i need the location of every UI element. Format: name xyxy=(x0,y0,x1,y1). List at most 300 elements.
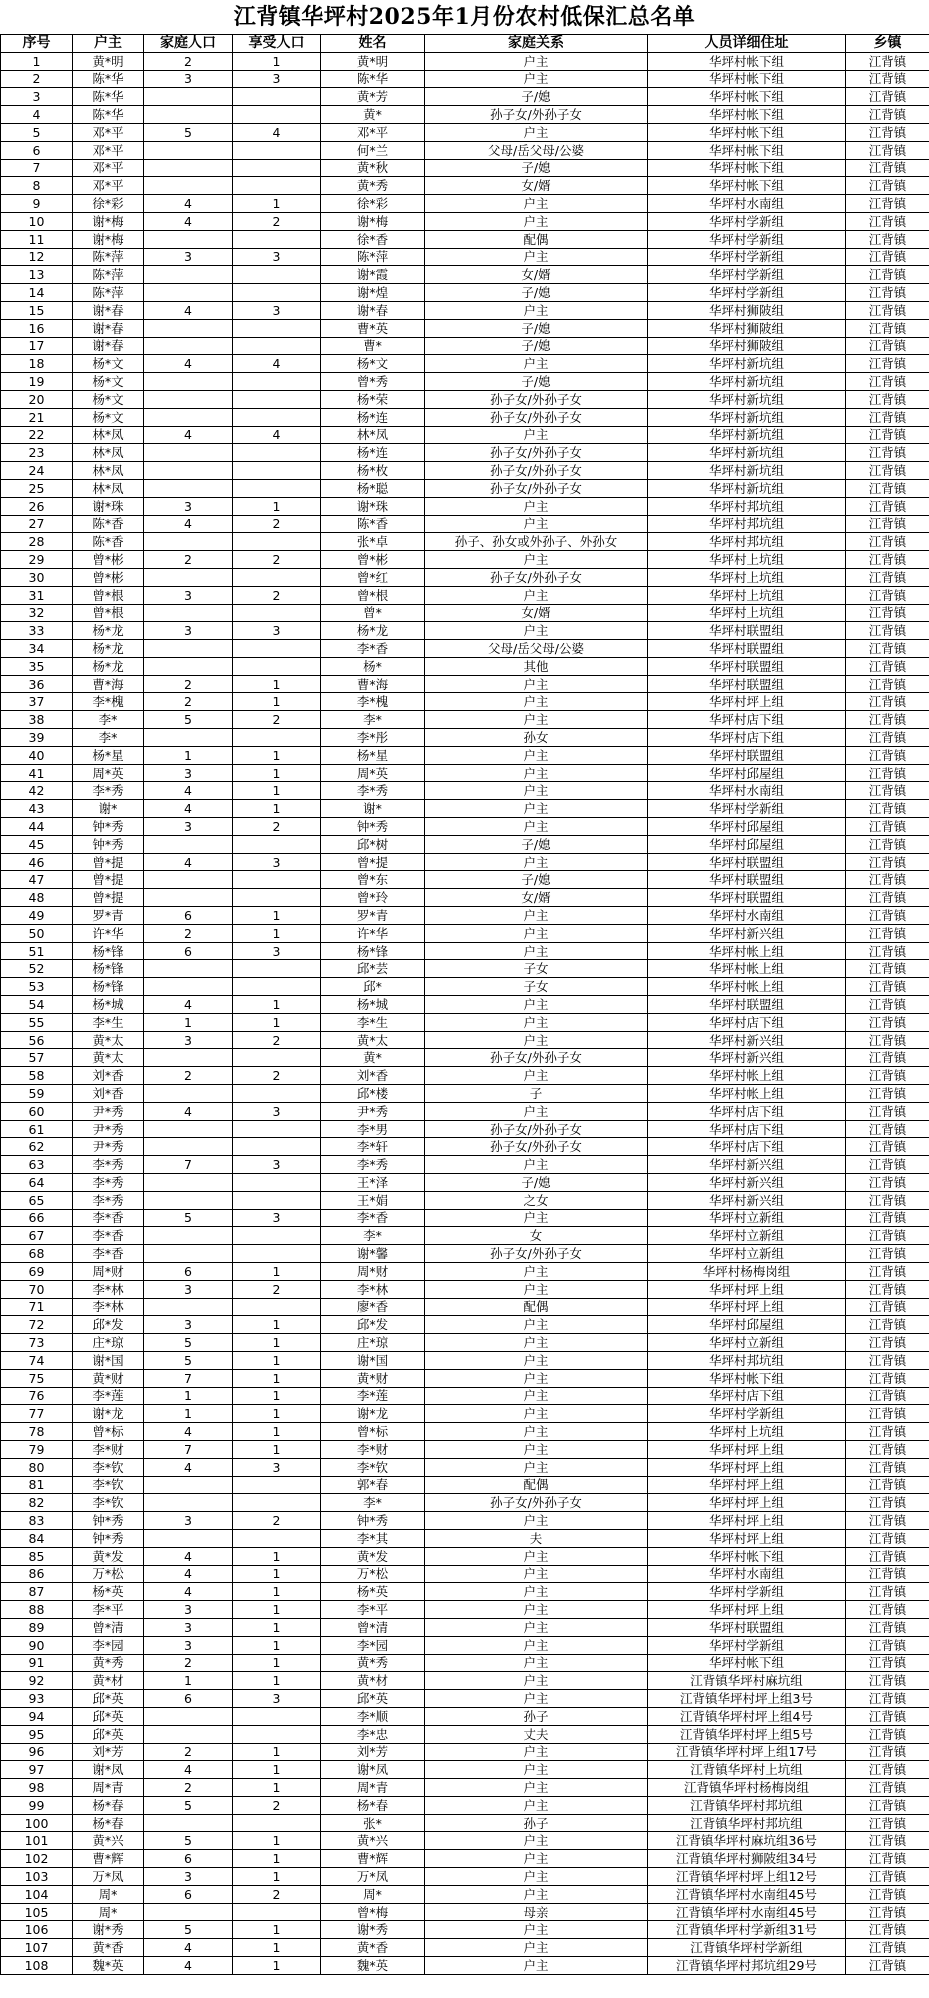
cell-name: 周*财 xyxy=(321,1262,425,1280)
cell-relation: 户主 xyxy=(425,782,648,800)
cell-family-size xyxy=(144,1191,233,1209)
table-row xyxy=(1,640,929,658)
cell-family-size xyxy=(144,1903,233,1921)
cell-beneficiaries: 1 xyxy=(233,800,321,818)
cell-family-size: 6 xyxy=(144,1850,233,1868)
cell-family-size: 3 xyxy=(144,248,233,266)
cell-name: 谢*秀 xyxy=(321,1921,425,1939)
cell-relation: 子/媳 xyxy=(425,337,648,355)
cell-beneficiaries: 1 xyxy=(233,996,321,1014)
cell-family-size: 1 xyxy=(144,746,233,764)
table-row xyxy=(1,1814,929,1832)
table-row xyxy=(1,693,929,711)
table-row xyxy=(1,711,929,729)
cell-beneficiaries xyxy=(233,408,321,426)
cell-relation: 子/媳 xyxy=(425,284,648,302)
cell-name: 杨*枚 xyxy=(321,462,425,480)
cell-township: 江背镇 xyxy=(846,1156,929,1174)
cell-index: 42 xyxy=(1,782,73,800)
cell-index: 38 xyxy=(1,711,73,729)
cell-family-size: 5 xyxy=(144,1921,233,1939)
cell-address: 华坪村坪上组 xyxy=(648,1476,846,1494)
table-row xyxy=(1,1512,929,1530)
cell-index: 91 xyxy=(1,1654,73,1672)
cell-name: 钟*秀 xyxy=(321,1512,425,1530)
cell-beneficiaries xyxy=(233,1725,321,1743)
cell-index: 58 xyxy=(1,1067,73,1085)
cell-township: 江背镇 xyxy=(846,675,929,693)
cell-name: 杨*连 xyxy=(321,408,425,426)
cell-relation: 户主 xyxy=(425,1583,648,1601)
cell-index: 15 xyxy=(1,301,73,319)
cell-relation: 户主 xyxy=(425,1209,648,1227)
cell-index: 85 xyxy=(1,1547,73,1565)
cell-township: 江背镇 xyxy=(846,1618,929,1636)
cell-township: 江背镇 xyxy=(846,640,929,658)
cell-index: 32 xyxy=(1,604,73,622)
cell-family-size: 6 xyxy=(144,1262,233,1280)
cell-relation: 户主 xyxy=(425,1013,648,1031)
cell-index: 52 xyxy=(1,960,73,978)
cell-township: 江背镇 xyxy=(846,1850,929,1868)
cell-beneficiaries xyxy=(233,373,321,391)
cell-township: 江背镇 xyxy=(846,1672,929,1690)
table-row xyxy=(1,1387,929,1405)
cell-township: 江背镇 xyxy=(846,426,929,444)
cell-family-size: 4 xyxy=(144,1458,233,1476)
cell-address: 华坪村店下组 xyxy=(648,711,846,729)
cell-township: 江背镇 xyxy=(846,1351,929,1369)
cell-name: 李*财 xyxy=(321,1440,425,1458)
cell-address: 华坪村新坑组 xyxy=(648,444,846,462)
cell-name: 邱*楼 xyxy=(321,1085,425,1103)
cell-index: 86 xyxy=(1,1565,73,1583)
cell-index: 3 xyxy=(1,88,73,106)
cell-address: 华坪村上坑组 xyxy=(648,586,846,604)
table-row xyxy=(1,782,929,800)
cell-township: 江背镇 xyxy=(846,551,929,569)
cell-township: 江背镇 xyxy=(846,1903,929,1921)
cell-beneficiaries: 1 xyxy=(233,1743,321,1761)
table-row xyxy=(1,212,929,230)
cell-family-size xyxy=(144,640,233,658)
cell-family-size: 5 xyxy=(144,711,233,729)
cell-family-size: 2 xyxy=(144,1654,233,1672)
cell-family-size xyxy=(144,159,233,177)
cell-name: 黄*兴 xyxy=(321,1832,425,1850)
cell-name: 黄*秋 xyxy=(321,159,425,177)
cell-family-size: 5 xyxy=(144,1832,233,1850)
table-row xyxy=(1,853,929,871)
cell-relation: 户主 xyxy=(425,1262,648,1280)
cell-beneficiaries xyxy=(233,159,321,177)
cell-name: 周* xyxy=(321,1885,425,1903)
cell-address: 华坪村帐下组 xyxy=(648,1369,846,1387)
cell-beneficiaries: 1 xyxy=(233,693,321,711)
table-row xyxy=(1,1120,929,1138)
cell-beneficiaries: 1 xyxy=(233,924,321,942)
cell-address: 江背镇华坪村学新组 xyxy=(648,1939,846,1957)
cell-address: 华坪村狮陂组 xyxy=(648,301,846,319)
cell-householder: 谢*春 xyxy=(73,301,144,319)
cell-beneficiaries xyxy=(233,657,321,675)
cell-name: 杨*龙 xyxy=(321,622,425,640)
cell-beneficiaries xyxy=(233,533,321,551)
cell-index: 94 xyxy=(1,1707,73,1725)
cell-relation: 子/媳 xyxy=(425,159,648,177)
cell-relation: 女/婿 xyxy=(425,604,648,622)
cell-family-size xyxy=(144,657,233,675)
cell-township: 江背镇 xyxy=(846,266,929,284)
table-row xyxy=(1,1618,929,1636)
cell-family-size xyxy=(144,1725,233,1743)
cell-township: 江背镇 xyxy=(846,1031,929,1049)
cell-township: 江背镇 xyxy=(846,1476,929,1494)
cell-relation: 户主 xyxy=(425,551,648,569)
cell-township: 江背镇 xyxy=(846,195,929,213)
cell-index: 4 xyxy=(1,106,73,124)
cell-beneficiaries: 1 xyxy=(233,1334,321,1352)
cell-relation: 户主 xyxy=(425,1654,648,1672)
cell-address: 华坪村联盟组 xyxy=(648,889,846,907)
cell-index: 50 xyxy=(1,924,73,942)
cell-name: 李*秀 xyxy=(321,782,425,800)
cell-householder: 李*林 xyxy=(73,1298,144,1316)
cell-index: 64 xyxy=(1,1174,73,1192)
cell-township: 江背镇 xyxy=(846,1013,929,1031)
table-row xyxy=(1,479,929,497)
cell-address: 华坪村水南组 xyxy=(648,195,846,213)
cell-township: 江背镇 xyxy=(846,1529,929,1547)
cell-township: 江背镇 xyxy=(846,604,929,622)
cell-family-size: 4 xyxy=(144,800,233,818)
cell-householder: 李*园 xyxy=(73,1636,144,1654)
cell-address: 华坪村杨梅岗组 xyxy=(648,1262,846,1280)
cell-township: 江背镇 xyxy=(846,1725,929,1743)
cell-beneficiaries: 1 xyxy=(233,1636,321,1654)
cell-name: 何*兰 xyxy=(321,141,425,159)
cell-beneficiaries: 2 xyxy=(233,1280,321,1298)
cell-township: 江背镇 xyxy=(846,106,929,124)
table-row xyxy=(1,1672,929,1690)
cell-family-size xyxy=(144,266,233,284)
table-row xyxy=(1,1903,929,1921)
cell-beneficiaries xyxy=(233,960,321,978)
cell-index: 2 xyxy=(1,70,73,88)
cell-family-size xyxy=(144,284,233,302)
cell-relation: 孙子 xyxy=(425,1707,648,1725)
cell-name: 邓*平 xyxy=(321,123,425,141)
cell-index: 71 xyxy=(1,1298,73,1316)
cell-name: 邱*发 xyxy=(321,1316,425,1334)
cell-family-size: 2 xyxy=(144,675,233,693)
cell-householder: 李*秀 xyxy=(73,782,144,800)
cell-name: 黄*秀 xyxy=(321,1654,425,1672)
cell-name: 曾*根 xyxy=(321,586,425,604)
cell-beneficiaries: 1 xyxy=(233,1387,321,1405)
cell-family-size: 6 xyxy=(144,907,233,925)
cell-address: 华坪村坪上组 xyxy=(648,1440,846,1458)
cell-address: 华坪村店下组 xyxy=(648,1102,846,1120)
cell-householder: 邱*英 xyxy=(73,1690,144,1708)
cell-beneficiaries: 1 xyxy=(233,1351,321,1369)
cell-householder: 黄*秀 xyxy=(73,1654,144,1672)
table-row xyxy=(1,1102,929,1120)
cell-address: 华坪村帐下组 xyxy=(648,177,846,195)
cell-index: 61 xyxy=(1,1120,73,1138)
cell-index: 67 xyxy=(1,1227,73,1245)
cell-name: 谢*春 xyxy=(321,301,425,319)
cell-family-size xyxy=(144,1227,233,1245)
table-body xyxy=(1,52,929,1974)
cell-family-size xyxy=(144,1476,233,1494)
cell-beneficiaries: 1 xyxy=(233,675,321,693)
cell-index: 88 xyxy=(1,1601,73,1619)
cell-family-size xyxy=(144,871,233,889)
cell-family-size: 2 xyxy=(144,1067,233,1085)
table-header-row xyxy=(1,35,929,53)
cell-name: 曾*秀 xyxy=(321,373,425,391)
cell-name: 曹*海 xyxy=(321,675,425,693)
cell-householder: 许*华 xyxy=(73,924,144,942)
cell-beneficiaries xyxy=(233,444,321,462)
cell-township: 江背镇 xyxy=(846,1138,929,1156)
cell-address: 华坪村新兴组 xyxy=(648,1191,846,1209)
cell-name: 杨*锋 xyxy=(321,942,425,960)
cell-name: 王*泽 xyxy=(321,1174,425,1192)
cell-address: 华坪村上坑组 xyxy=(648,604,846,622)
cell-family-size: 3 xyxy=(144,586,233,604)
cell-family-size: 5 xyxy=(144,1209,233,1227)
cell-index: 90 xyxy=(1,1636,73,1654)
cell-index: 99 xyxy=(1,1796,73,1814)
cell-township: 江背镇 xyxy=(846,319,929,337)
table-row xyxy=(1,604,929,622)
cell-township: 江背镇 xyxy=(846,52,929,70)
cell-householder: 万*凤 xyxy=(73,1868,144,1886)
cell-relation: 户主 xyxy=(425,693,648,711)
cell-name: 郭*春 xyxy=(321,1476,425,1494)
cell-address: 华坪村狮陂组 xyxy=(648,319,846,337)
cell-householder: 黄*明 xyxy=(73,52,144,70)
subsistence-allowance-table xyxy=(0,34,929,1975)
cell-index: 63 xyxy=(1,1156,73,1174)
cell-name: 谢*珠 xyxy=(321,497,425,515)
cell-index: 48 xyxy=(1,889,73,907)
cell-beneficiaries xyxy=(233,177,321,195)
cell-township: 江背镇 xyxy=(846,390,929,408)
cell-name: 曾*玲 xyxy=(321,889,425,907)
cell-family-size: 3 xyxy=(144,1636,233,1654)
col-header-address: 人员详细住址 xyxy=(648,35,846,53)
cell-householder: 李*钦 xyxy=(73,1476,144,1494)
document-title: 江背镇华坪村2025年1月份农村低保汇总名单 xyxy=(233,4,696,30)
cell-relation: 户主 xyxy=(425,1547,648,1565)
cell-family-size: 5 xyxy=(144,1796,233,1814)
cell-index: 89 xyxy=(1,1618,73,1636)
cell-name: 曾*红 xyxy=(321,568,425,586)
cell-beneficiaries: 1 xyxy=(233,1654,321,1672)
cell-address: 华坪村坪上组 xyxy=(648,1280,846,1298)
cell-family-size: 4 xyxy=(144,426,233,444)
table-row xyxy=(1,960,929,978)
cell-township: 江背镇 xyxy=(846,1654,929,1672)
cell-index: 96 xyxy=(1,1743,73,1761)
cell-householder: 李*香 xyxy=(73,1209,144,1227)
cell-family-size: 6 xyxy=(144,1690,233,1708)
cell-beneficiaries: 3 xyxy=(233,70,321,88)
cell-family-size: 4 xyxy=(144,1583,233,1601)
cell-householder: 李*生 xyxy=(73,1013,144,1031)
cell-relation: 户主 xyxy=(425,497,648,515)
table-row xyxy=(1,1796,929,1814)
cell-index: 82 xyxy=(1,1494,73,1512)
cell-index: 75 xyxy=(1,1369,73,1387)
cell-township: 江背镇 xyxy=(846,1939,929,1957)
cell-family-size: 4 xyxy=(144,1565,233,1583)
cell-relation: 户主 xyxy=(425,1102,648,1120)
cell-beneficiaries xyxy=(233,1227,321,1245)
cell-family-size xyxy=(144,462,233,480)
cell-householder: 李*槐 xyxy=(73,693,144,711)
cell-householder: 杨*龙 xyxy=(73,640,144,658)
table-row xyxy=(1,551,929,569)
cell-householder: 林*凤 xyxy=(73,426,144,444)
cell-family-size: 4 xyxy=(144,853,233,871)
cell-township: 江背镇 xyxy=(846,337,929,355)
table-row xyxy=(1,1369,929,1387)
cell-address: 华坪村坪上组 xyxy=(648,1601,846,1619)
cell-relation: 子/媳 xyxy=(425,835,648,853)
cell-relation: 户主 xyxy=(425,1636,648,1654)
cell-family-size: 3 xyxy=(144,622,233,640)
cell-township: 江背镇 xyxy=(846,1565,929,1583)
cell-relation: 户主 xyxy=(425,515,648,533)
cell-family-size xyxy=(144,1120,233,1138)
cell-householder: 杨*锋 xyxy=(73,942,144,960)
table-row xyxy=(1,1494,929,1512)
cell-family-size: 3 xyxy=(144,70,233,88)
cell-beneficiaries: 1 xyxy=(233,1601,321,1619)
cell-address: 华坪村上坑组 xyxy=(648,568,846,586)
cell-relation: 之女 xyxy=(425,1191,648,1209)
cell-address: 华坪村狮陂组 xyxy=(648,337,846,355)
cell-family-size: 2 xyxy=(144,551,233,569)
cell-family-size xyxy=(144,1245,233,1263)
cell-relation: 夫 xyxy=(425,1529,648,1547)
cell-relation: 配偶 xyxy=(425,1476,648,1494)
cell-relation: 户主 xyxy=(425,1423,648,1441)
cell-address: 华坪村邦坑组 xyxy=(648,515,846,533)
cell-relation: 孙子女/外孙子女 xyxy=(425,1494,648,1512)
cell-householder: 邓*平 xyxy=(73,177,144,195)
cell-township: 江背镇 xyxy=(846,123,929,141)
cell-beneficiaries: 1 xyxy=(233,1832,321,1850)
cell-index: 77 xyxy=(1,1405,73,1423)
cell-beneficiaries: 2 xyxy=(233,1067,321,1085)
cell-householder: 曾*根 xyxy=(73,604,144,622)
cell-family-size: 3 xyxy=(144,764,233,782)
cell-name: 杨*聪 xyxy=(321,479,425,497)
cell-address: 华坪村联盟组 xyxy=(648,853,846,871)
cell-householder: 周*财 xyxy=(73,1262,144,1280)
cell-beneficiaries: 2 xyxy=(233,515,321,533)
cell-name: 李*香 xyxy=(321,1209,425,1227)
cell-householder: 林*凤 xyxy=(73,479,144,497)
table-row xyxy=(1,1458,929,1476)
cell-name: 李*生 xyxy=(321,1013,425,1031)
cell-township: 江背镇 xyxy=(846,1885,929,1903)
cell-name: 黄*明 xyxy=(321,52,425,70)
cell-beneficiaries xyxy=(233,568,321,586)
cell-name: 曾*东 xyxy=(321,871,425,889)
cell-householder: 李*秀 xyxy=(73,1191,144,1209)
cell-beneficiaries: 1 xyxy=(233,746,321,764)
cell-address: 江背镇华坪村邦坑组 xyxy=(648,1796,846,1814)
table-row xyxy=(1,337,929,355)
cell-address: 华坪村新坑组 xyxy=(648,462,846,480)
cell-address: 华坪村帐下组 xyxy=(648,1654,846,1672)
cell-beneficiaries: 3 xyxy=(233,248,321,266)
cell-family-size xyxy=(144,444,233,462)
cell-family-size xyxy=(144,978,233,996)
cell-index: 20 xyxy=(1,390,73,408)
cell-address: 华坪村联盟组 xyxy=(648,871,846,889)
cell-address: 华坪村帐下组 xyxy=(648,70,846,88)
cell-relation: 户主 xyxy=(425,1832,648,1850)
cell-householder: 林*凤 xyxy=(73,444,144,462)
cell-address: 华坪村帐下组 xyxy=(648,1547,846,1565)
cell-beneficiaries xyxy=(233,1049,321,1067)
cell-index: 28 xyxy=(1,533,73,551)
cell-family-size xyxy=(144,835,233,853)
cell-township: 江背镇 xyxy=(846,88,929,106)
cell-township: 江背镇 xyxy=(846,1280,929,1298)
cell-address: 华坪村店下组 xyxy=(648,1120,846,1138)
table-row xyxy=(1,123,929,141)
cell-householder: 邓*平 xyxy=(73,159,144,177)
cell-township: 江背镇 xyxy=(846,444,929,462)
cell-name: 徐*香 xyxy=(321,230,425,248)
cell-name: 刘*香 xyxy=(321,1067,425,1085)
cell-address: 华坪村立新组 xyxy=(648,1227,846,1245)
cell-name: 张*卓 xyxy=(321,533,425,551)
cell-family-size: 3 xyxy=(144,1316,233,1334)
table-row xyxy=(1,1601,929,1619)
table-row xyxy=(1,800,929,818)
cell-name: 曹*辉 xyxy=(321,1850,425,1868)
cell-name: 杨*城 xyxy=(321,996,425,1014)
cell-family-size xyxy=(144,960,233,978)
cell-township: 江背镇 xyxy=(846,479,929,497)
table-row xyxy=(1,177,929,195)
col-header-index: 序号 xyxy=(1,35,73,53)
cell-family-size: 4 xyxy=(144,1423,233,1441)
cell-name: 魏*英 xyxy=(321,1957,425,1975)
table-row xyxy=(1,1245,929,1263)
cell-index: 40 xyxy=(1,746,73,764)
cell-householder: 邱*英 xyxy=(73,1707,144,1725)
cell-beneficiaries: 1 xyxy=(233,1672,321,1690)
table-row xyxy=(1,568,929,586)
cell-householder: 杨*龙 xyxy=(73,622,144,640)
cell-relation: 户主 xyxy=(425,711,648,729)
cell-family-size xyxy=(144,533,233,551)
cell-beneficiaries: 3 xyxy=(233,1458,321,1476)
table-row xyxy=(1,1156,929,1174)
cell-index: 98 xyxy=(1,1779,73,1797)
col-header-householder: 户主 xyxy=(73,35,144,53)
